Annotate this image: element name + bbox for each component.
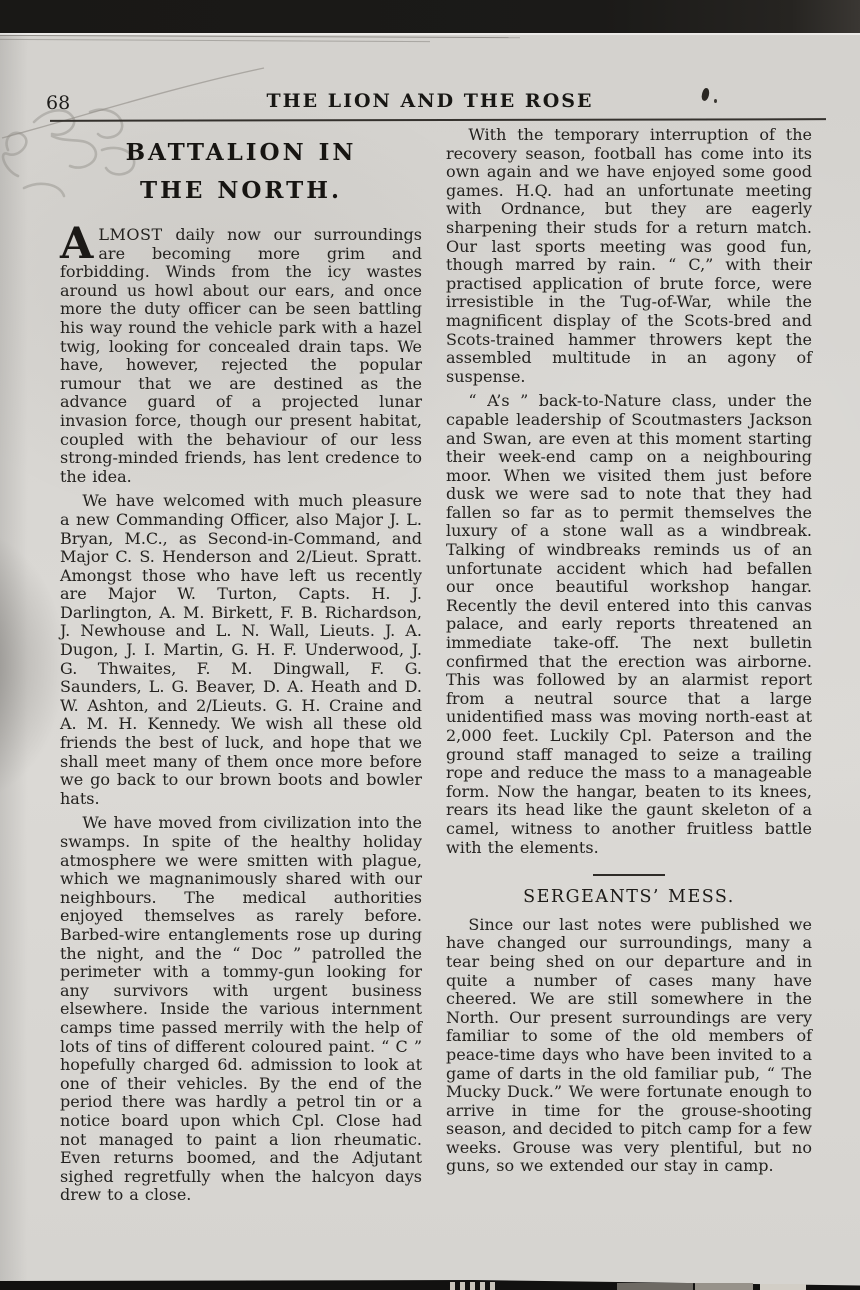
article-title <box>60 134 422 210</box>
ink-speck-mark <box>714 99 717 103</box>
paragraph-text: daily now our surroundings are becoming more grim and forbidding. Winds from the icy wastes around us howl about our ears, and once more the duty officer can be seen battling his way round the vehicle park with a hazel twig, looking for concealed drain taps. We have, however, rejected the popular rumour that we are destined as the advance guard of a projected lunar invasion force, though our present habitat, coupled with the behaviour of our less strong-minded friends, has lent credence to the idea. <box>60 225 422 486</box>
paper-crease-line <box>0 39 430 42</box>
section-divider-rule <box>593 874 665 876</box>
section-heading: SERGEANTS’ MESS. <box>523 887 735 908</box>
running-header-title: THE LION AND THE ROSE <box>266 90 594 112</box>
article-title-line2: THE NORTH. <box>139 177 342 204</box>
paragraph <box>60 219 422 486</box>
paragraph: “ A’s ” back-to-Nature class, under the capable leadership of Scoutmasters Jackson and Swan, are even at this moment starting their week-end camp on a neighbouring moor. When we visited them just before dusk we were sad to note that they had fallen so far as to permit themselves the luxury of a stone wall as a windbreak. Talking of windbreaks reminds us of an unfortunate accident which had befallen our once beautiful workshop hangar. Recently the devil entered into this canvas palace, and early reports threatened an immediate take-off. The next bulletin confirmed that the erection was airborne. This was followed by an alarmist report from a neutral source that a large unidentified mass was moving north-east at 2,000 feet. Luckily Cpl. Paterson and the ground staff managed to seize a trailing rope and reduce the mass to a manageable form. Now the hangar, beaten to its knees, rears its head like the gaunt skeleton of a camel, witness to another fruitless battle with the elements. <box>446 391 812 857</box>
paper-crease-line <box>0 35 520 38</box>
film-edge-artifact <box>695 1283 753 1290</box>
drop-cap: A <box>60 219 94 269</box>
film-edge-artifact <box>617 1283 693 1290</box>
right-column <box>446 126 812 1182</box>
scan-edge-top <box>0 0 860 33</box>
lead-capitals: LMOST <box>98 225 163 244</box>
paragraph: We have welcomed with much pleasure a new Commanding Officer, also Major J. L. Bryan, M.C., as Second-in-Command, and Major C. S. Henderson and 2/Lieut. Spratt. Amongst those who have left us recently are Major W. Turton, Capts. H. J. Darlington, A. M. Birkett, F. B. Richardson, J. Newhouse and L. N. Wall, Lieuts. J. A. Dugon, J. I. Martin, G. H. F. Underwood, J. G. Thwaites, F. M. Dingwall, F. G. Saunders, L. G. Beaver, D. A. Heath and D. W. Ashton, and 2/Lieuts. G. H. Craine and A. M. H. Kennedy. We wish all these old friends the best of luck, and hope that we shall meet many of them once more before we go back to our brown boots and bowler hats. <box>60 491 422 808</box>
film-edge-artifact-stripes <box>450 1282 542 1290</box>
article-title-line1: BATTALION IN <box>125 139 357 166</box>
left-column <box>60 130 422 1211</box>
paragraph: With the temporary interruption of the recovery season, football has come into its own again and we have enjoyed some good games. H.Q. had an unfortunate meeting with Ordnance, but they are eagerly sharpening their studs for a return match. Our last sports meeting was good fun, though marred by rain. “ C,” with their practised application of brute force, were irresistible in the Tug-of-War, while the magnificent display of the Scots-bred and Scots-trained hammer throwers kept the assembled multitude in an agony of suspense. <box>446 125 812 386</box>
header-rule <box>50 118 826 122</box>
paragraph: Since our last notes were published we have changed our surroundings, many a tear being shed on our departure and in quite a number of cases many have cheered. We are still somewhere in the North. Our present surroundings are very familiar to some of the old members of peace-time days who have been invited to a game of darts in the old familiar pub, “ The Mucky Duck.” We were fortunate enough to arrive in time for the grouse-shooting season, and decided to pitch camp for a few weeks. Grouse was very plentiful, but no guns, so we extended our stay in camp. <box>446 914 812 1176</box>
paragraph: We have moved from civilization into the swamps. In spite of the healthy holiday atmosphere we were smitten with plague, which we magnanimously shared with our neighbours. The medical authorities enjoyed themselves as rarely before. Barbed-wire entanglements rose up during the night, and the “ Doc ” patrolled the perimeter with a tommy-gun looking for any survivors with urgent business elsewhere. Inside the various internment camps time passed merrily with the help of lots of tins of different coloured paint. “ C ” hopefully charged 6d. admission to look at one of their vehicles. By the end of the period there was hardly a petrol tin or a notice board upon which Cpl. Close had not managed to paint a lion rheumatic. Even returns boomed, and the Adjutant sighed regretfully when the halcyon days drew to a close. <box>60 813 422 1205</box>
page-number: 68 <box>46 92 71 114</box>
film-edge-artifact <box>760 1284 806 1290</box>
